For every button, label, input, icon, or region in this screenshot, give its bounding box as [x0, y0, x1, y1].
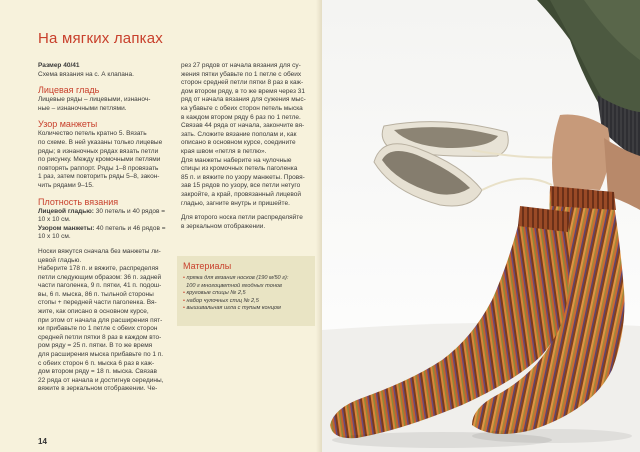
text-line: в каждом втором ряду 6 раз по 1 петле.	[181, 113, 301, 121]
text-line: средней петли пятки 8 раз в каждом вто-	[38, 333, 162, 341]
gauge-line	[38, 225, 170, 234]
text-line: зать. Сложите вязание пополам и, как	[181, 130, 297, 138]
text-line: цевой гладью.	[38, 256, 82, 264]
gauge-value: 10 x 10 см.	[38, 216, 71, 224]
text-line: ром ряду = 25 п. пятки. В то же время	[38, 342, 153, 350]
text-line: чить рядами 9–15.	[38, 181, 94, 189]
bullet-icon: •	[183, 305, 187, 312]
text-line: части паголенка, 9 п. пятки, 41 п. подош-	[38, 282, 162, 290]
materials-list	[183, 275, 313, 313]
text-line: дом втором ряду, в то же время через 31	[181, 87, 306, 95]
text-line: описано в основном курсе, соедините	[181, 139, 296, 147]
materials-item	[183, 283, 313, 291]
text-line: закройте, а край, провязанный лицевой	[181, 190, 302, 198]
text-line: в зеркальном отображении.	[181, 222, 266, 230]
gauge-value: 30 петель и 40 рядов =	[93, 207, 166, 215]
page-title: На мягких лапках	[38, 30, 164, 47]
text-line: ки прибавьте по 1 петле с обеих сторон	[38, 325, 158, 333]
heading-gauge: Плотность вязания	[38, 196, 119, 207]
text-line: стопы + передней части паголенка. Вя-	[38, 299, 157, 307]
gauge-line	[38, 208, 170, 217]
gauge-line	[38, 233, 170, 242]
text-line: вяжите в зеркальном отображении. Че-	[38, 385, 158, 393]
text-line: вы, 6 п. мыска, 86 п. тыльной стороны	[38, 290, 154, 298]
text-line: Связав 44 ряда от начала, закончите вя-	[181, 122, 305, 130]
gauge-text	[38, 208, 170, 242]
heading-stockinette: Лицевая гладь	[38, 85, 100, 96]
gauge-value: 40 петель и 46 рядов =	[94, 224, 166, 232]
materials-item-text: пряжа для вязания носков (190 м/50 г):	[186, 275, 289, 281]
text-line: для расширения мыска прибавьте по 1 п.	[38, 351, 164, 359]
text-line: края швом «петля в петлю».	[181, 147, 267, 155]
text-line: Носки вяжутся сначала без манжеты ли-	[38, 247, 161, 255]
text-line: 22 ряда от начала и достигнув середины,	[38, 376, 164, 384]
bullet-icon: •	[183, 290, 187, 297]
gauge-value: 10 x 10 см.	[38, 233, 71, 241]
text-line: жите, как описано в основном курсе,	[38, 308, 149, 316]
gauge-label: Лицевой гладью:	[38, 207, 94, 215]
bullet-icon: •	[183, 297, 187, 304]
text-line: рез 27 рядов от начала вязания для су-	[181, 62, 301, 69]
materials-title: Материалы	[183, 261, 232, 271]
materials-item	[183, 298, 313, 306]
text-column-left	[38, 62, 170, 394]
text-line: 85 п. и вяжите по узору манжеты. Провя-	[181, 173, 305, 181]
text-line: Наберите 178 п. и вяжите, распределяя	[38, 265, 159, 273]
instructions-continued-text	[181, 62, 315, 208]
stockinette-text	[38, 96, 170, 113]
second-sock-text	[181, 214, 315, 231]
materials-item-text: набор чулочных спиц № 2,5	[186, 297, 259, 304]
text-line: жения пятки убавьте по 1 петле с обеих	[181, 70, 302, 78]
text-line: ные – изнаночными петлями.	[38, 104, 127, 112]
cuff-pattern-text	[38, 130, 170, 190]
gauge-label: Узором манжеты:	[38, 224, 95, 232]
text-line: сторон средней петли пятки 8 раз в каж-	[181, 79, 304, 87]
text-column-right	[181, 62, 315, 231]
text-line: 1 раз, затем повторить ряды 5–8, закон-	[38, 173, 160, 181]
socks-photo	[322, 0, 640, 452]
text-line: по схеме. В ней указаны только лицевые	[38, 138, 163, 146]
size-line: Размер 40/41	[38, 62, 80, 69]
text-line: Лицевые ряды – лицевыми, изнаноч-	[38, 96, 151, 104]
instructions-text	[38, 248, 170, 394]
text-line: спицы из кромочных петель паголенка	[181, 165, 298, 173]
text-line: зав 15 рядов по узору, все петли нетуго	[181, 182, 301, 190]
materials-item-text: вышивальная игла с тупым концом	[186, 305, 281, 312]
materials-item	[183, 305, 313, 313]
page-number: 14	[38, 437, 47, 446]
heading-cuff-pattern: Узор манжеты	[38, 119, 98, 130]
text-line: ка убавьте с обеих сторон петель мыска	[181, 104, 303, 112]
materials-item	[183, 290, 313, 298]
text-line: ряды; в изнаночных рядах вязать петли	[38, 147, 159, 155]
text-line: по рисунку. Между кромочными петлями	[38, 156, 161, 164]
text-line: Для манжеты наберите на чулочные	[181, 156, 292, 164]
right-page	[322, 0, 640, 452]
text-line: с обеих сторон 6 п. мыска 6 раз в каж-	[38, 359, 155, 367]
text-line: Количество петель кратно 5. Вязать	[38, 130, 147, 138]
materials-item	[183, 275, 313, 283]
text-line: при этом от начала для расширения пят-	[38, 316, 163, 324]
text-line: петли следующим образом: 36 п. задней	[38, 273, 162, 281]
text-line: Для второго носка петли распределяйте	[181, 214, 303, 222]
text-line: дом втором ряду = 18 п. мыска. Связав	[38, 368, 157, 376]
bullet-icon: •	[183, 275, 187, 281]
materials-item-text: 100 г многоцветной ягодных тонов	[186, 282, 282, 289]
text-line: повторять раппорт. Ряды 1–8 провязать	[38, 164, 159, 172]
gauge-line	[38, 216, 170, 225]
scheme-line: Схема вязания на с. А клапана.	[38, 70, 134, 78]
text-line: ряд от начала вязания для сужения мыс-	[181, 96, 306, 104]
text-line: гладью, загните внутрь и пришейте.	[181, 199, 290, 207]
materials-box	[177, 256, 315, 326]
materials-item-text: круговые спицы № 2,5	[186, 290, 246, 297]
